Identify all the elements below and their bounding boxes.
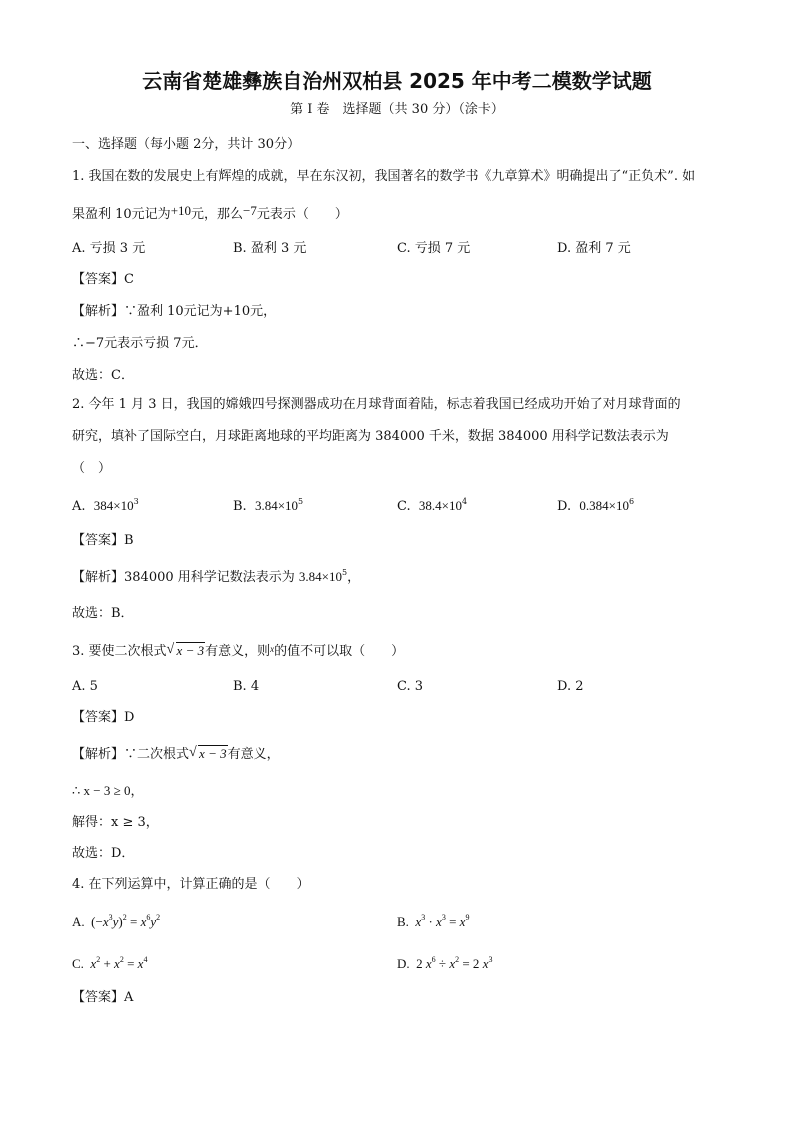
q1-stem-text2: 元，那么 [191, 207, 244, 222]
q2-option-c-value: 38.4×10 [418, 498, 462, 513]
q1-analysis-line1: 【解析】∵盈利 10元记为+10元， [72, 304, 277, 319]
q2-option-c[interactable] [397, 497, 467, 516]
q3-stem-text2: 有意义，则 [205, 644, 271, 659]
q3-radicand: x − 3 [176, 643, 205, 658]
page-subtitle: 第 I 卷 选择题（共 30 分）（涂卡） [290, 102, 504, 117]
section-heading: 一、选择题（每小题 2分，共计 30分） [72, 137, 301, 152]
q4-option-b[interactable]: B. $x^3 \cdot x^3 = x^9$ [397, 913, 470, 929]
because-icon: ∵ [124, 747, 138, 762]
q3-option-d[interactable]: D. 2 [557, 679, 584, 694]
q3-analysis-text2: 二次根式 [137, 747, 190, 762]
q3-option-c[interactable]: C. 3 [397, 679, 424, 694]
q2-answer: 【答案】B [72, 533, 134, 548]
q2-analysis-punct: ， [347, 570, 361, 585]
q1-value-minus7: −7 [243, 203, 257, 218]
q2-option-a[interactable] [72, 497, 139, 516]
q2-analysis-value: 3.84×10 [298, 569, 342, 584]
q4-option-a-label: A. [72, 914, 85, 929]
q4-option-a[interactable]: A. $(-x^3y)^2 = x^6y^2$ [72, 913, 161, 929]
q2-stem-line3: （ ） [72, 461, 112, 476]
q3-analysis-text3: 有意义， [227, 747, 280, 762]
q2-option-a-exponent: 3 [133, 497, 139, 506]
q4-stem: 4. 在下列运算中，计算正确的是（ ） [72, 877, 310, 892]
q2-analysis-exponent: 5 [342, 568, 348, 577]
q3-answer: 【答案】D [72, 710, 135, 725]
q3-step-solution: 解得：x ≥ 3， [72, 815, 159, 830]
q3-conclusion: 故选：D． [72, 846, 135, 861]
q4-option-d[interactable]: D. 2 $x^6 \div x^2 = 2$ $x^3$ [397, 955, 493, 971]
q1-option-c[interactable]: C. 亏损 7 元 [397, 241, 471, 256]
q2-option-b[interactable] [233, 497, 303, 516]
q4-option-d-label: D. [397, 956, 410, 971]
q1-option-b[interactable]: B. 盈利 3 元 [233, 241, 307, 256]
q2-option-a-value: 384×10 [93, 498, 134, 513]
q1-value-plus10: +10 [170, 203, 192, 218]
page-title: 云南省楚雄彝族自治州双柏县 2025 年中考二模数学试题 [142, 69, 652, 93]
q1-conclusion: 故选：C． [72, 368, 134, 383]
q2-conclusion: 故选：B． [72, 606, 134, 621]
q2-option-a-label: A. [72, 499, 86, 514]
q3-stem [72, 642, 404, 661]
q3-stem-text3: 的值不可以取（ ） [274, 644, 405, 659]
q2-analysis [72, 568, 360, 587]
q3-analysis-text: 【解析】 [72, 747, 125, 762]
q1-option-a[interactable]: A. 亏损 3 元 [72, 241, 146, 256]
q3-analysis-radicand: x − 3 [199, 746, 227, 761]
q3-step-inequality: ∴ x − 3 ≥ 0， [72, 783, 144, 798]
q3-option-a[interactable]: A. 5 [72, 679, 98, 694]
q2-option-b-label: B. [233, 499, 247, 514]
q1-analysis-line2: ∴−7元表示亏损 7元． [72, 336, 208, 351]
q2-option-c-exponent: 4 [461, 497, 468, 506]
q1-stem-line1: 1. 我国在数的发展史上有辉煌的成就，早在东汉初，我国著名的数学书《九章算术》明确提出了“正负术”. 如 [72, 169, 696, 184]
q1-stem-text3: 元表示（ ） [256, 207, 348, 222]
q2-option-d[interactable] [557, 497, 634, 516]
q3-analysis [72, 745, 280, 764]
q2-option-c-label: C. [397, 499, 411, 514]
q2-option-d-exponent: 6 [628, 497, 635, 506]
q1-option-d[interactable]: D. 盈利 7 元 [557, 241, 631, 256]
q1-stem-line2 [72, 205, 348, 224]
q2-option-b-exponent: 5 [298, 497, 304, 506]
sqrt-expression-analysis [189, 745, 228, 763]
q2-stem-line2: 研究，填补了国际空白，月球距离地球的平均距离为 384000 千米，数据 384000 用科学记数法表示为 [72, 429, 669, 444]
q1-stem-text: 果盈利 10元记为 [72, 207, 171, 222]
q2-analysis-text: 【解析】384000 用科学记数法表示为 [72, 570, 299, 585]
sqrt-expression [167, 642, 206, 660]
q4-option-c[interactable]: C. $x^2 + x^2 = x^4$ [72, 955, 148, 971]
q4-option-c-label: C. [72, 956, 84, 971]
q3-variable: x [270, 644, 275, 654]
q3-stem-text: 3. 要使二次根式 [72, 644, 167, 659]
q4-answer: 【答案】A [72, 990, 134, 1005]
q2-option-d-label: D. [557, 499, 572, 514]
q1-answer: 【答案】C [72, 272, 134, 287]
q2-stem-line1: 2. 今年 1 月 3 日，我国的嫦娥四号探测器成功在月球背面着陆，标志着我国已经成功开始了对月球背面的 [72, 397, 681, 412]
q4-option-b-label: B. [397, 914, 409, 929]
q3-option-b[interactable]: B. 4 [233, 679, 260, 694]
q2-option-b-value: 3.84×10 [254, 498, 299, 513]
q2-option-d-value: 0.384×10 [579, 498, 629, 513]
